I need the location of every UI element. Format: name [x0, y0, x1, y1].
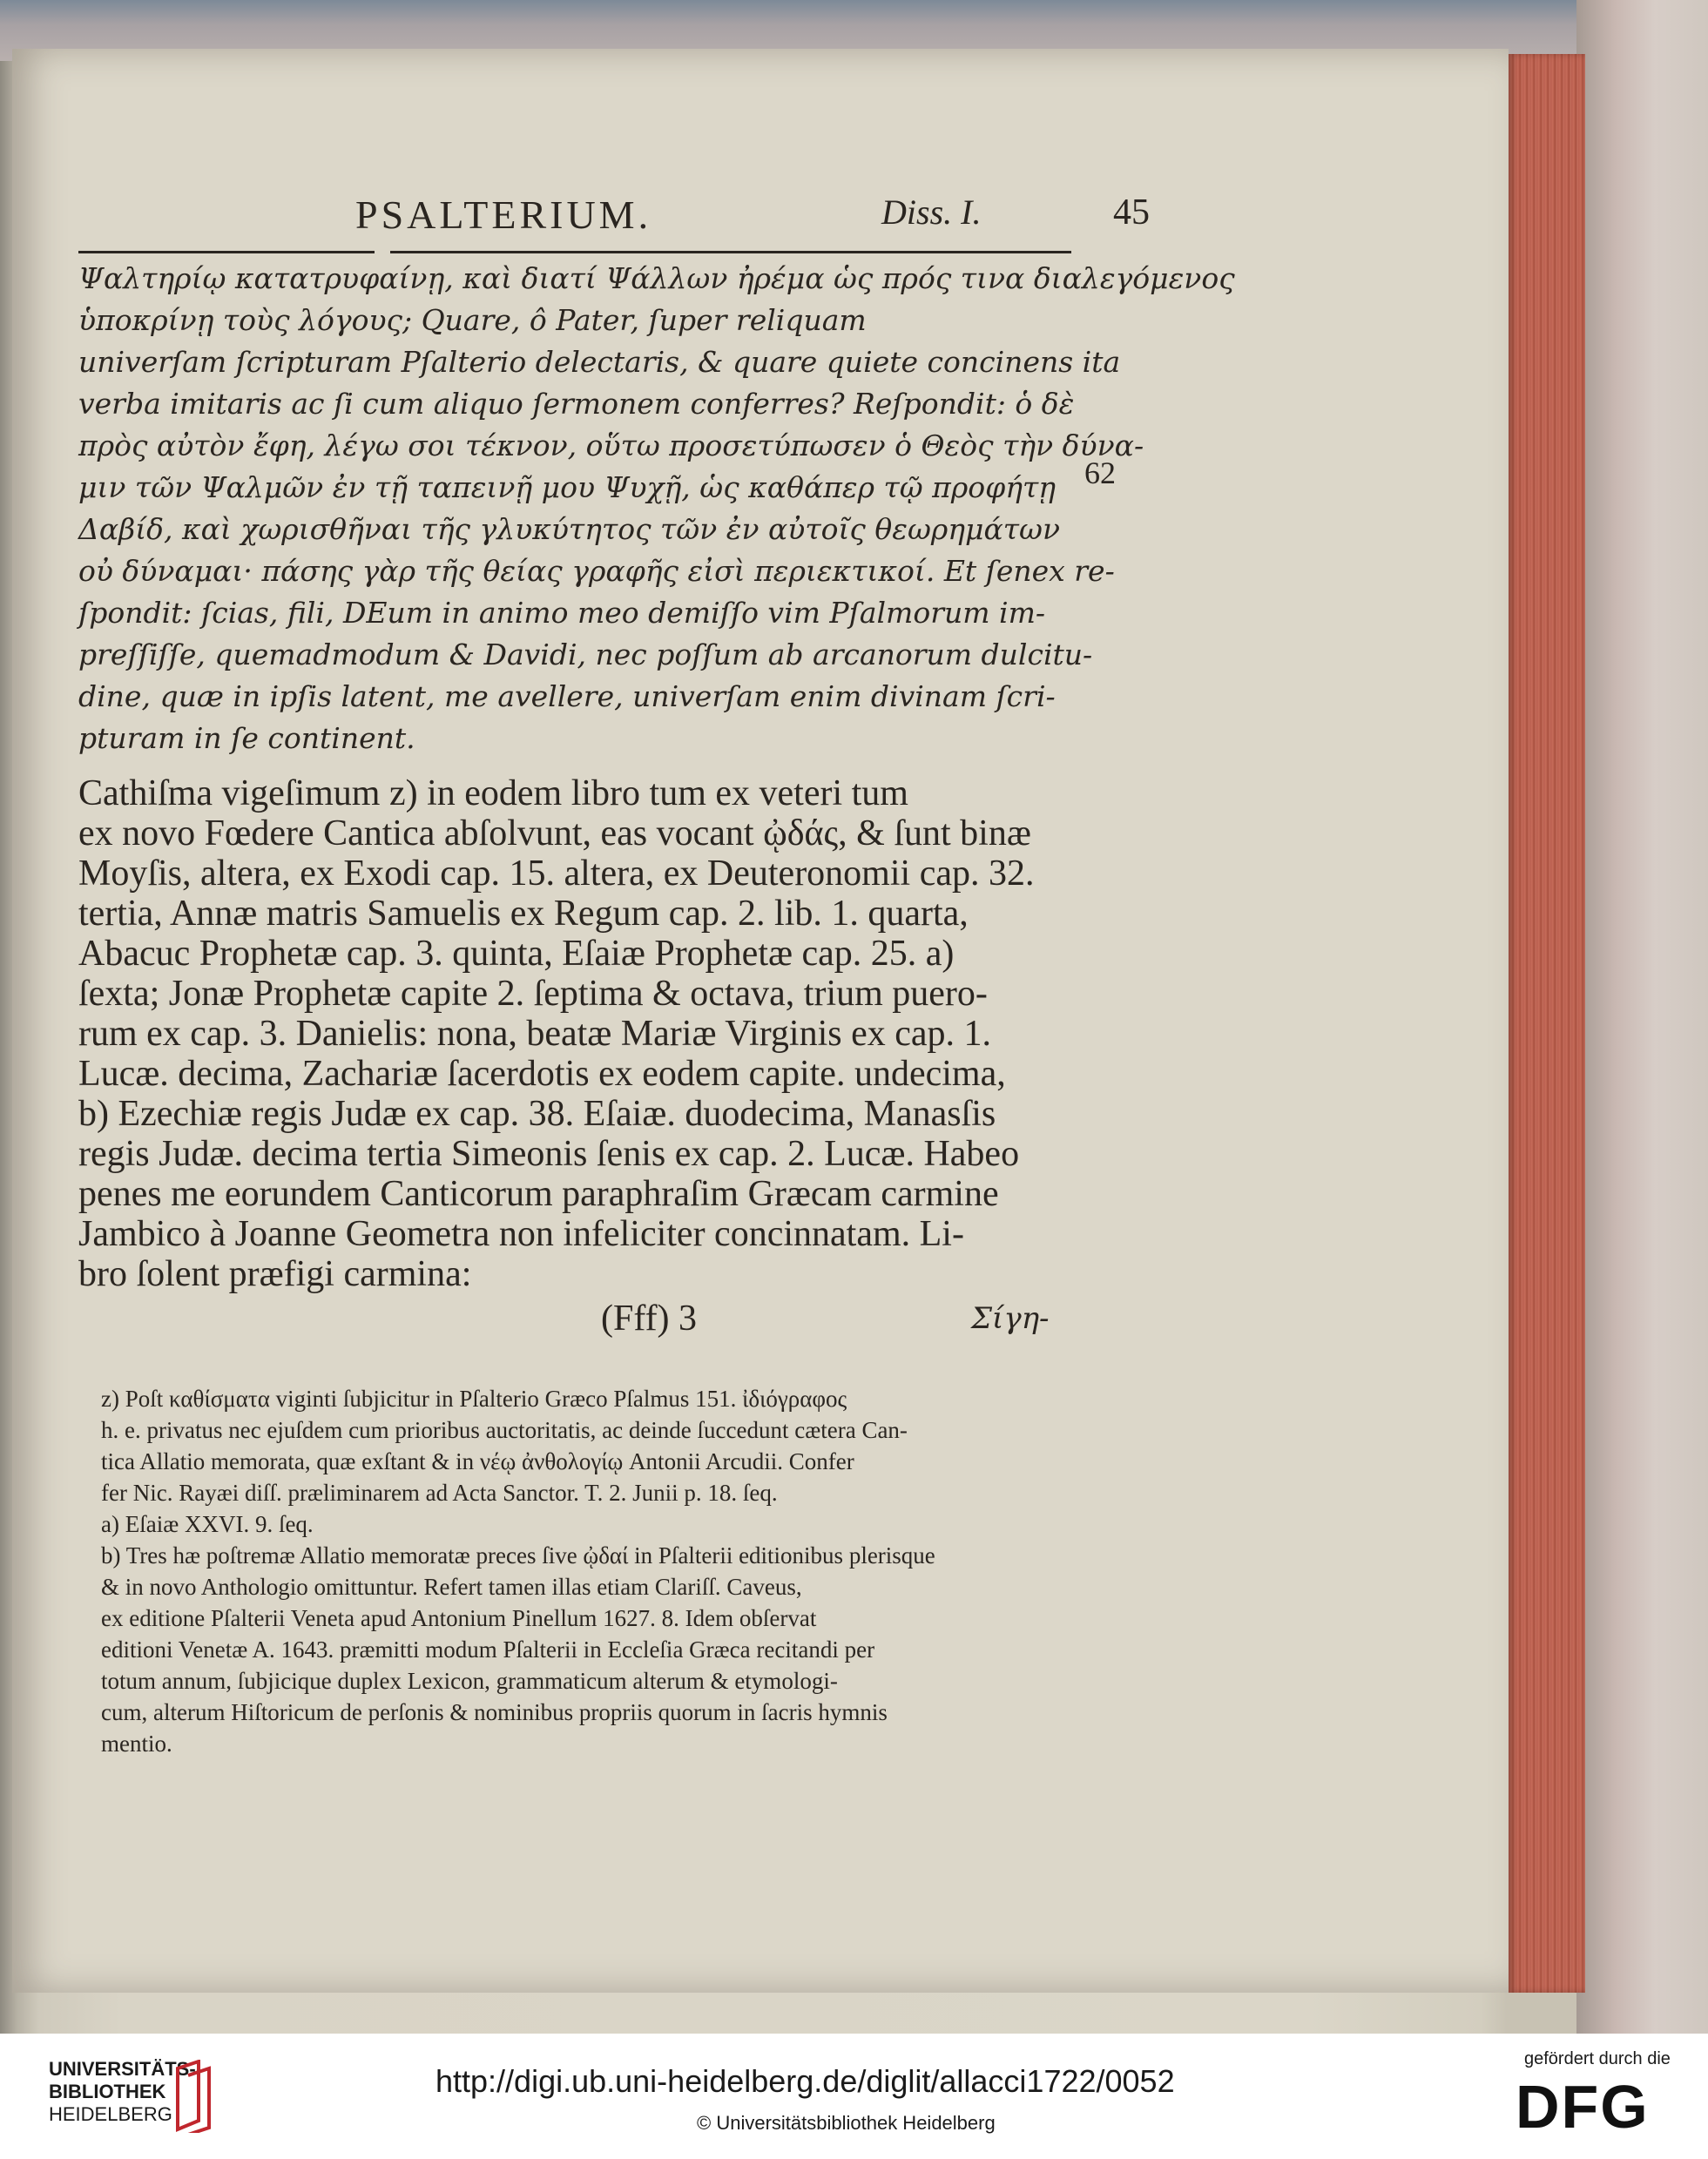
running-title: PSALTERIUM.	[355, 192, 652, 237]
greek-text-line: οὐ δύναμαι· πάσης γὰρ τῆς θείας γραφῆς εἰσὶ περιεκτικοί. Et ſenex re-	[78, 554, 1115, 588]
body-text-line: rum ex cap. 3. Danielis: nona, beatæ Mariæ Virginis ex cap. 1.	[78, 1014, 992, 1054]
body-text-line: b) Ezechiæ regis Judæ ex cap. 38. Eſaiæ. duodecima, Manasſis	[78, 1094, 996, 1134]
body-text-line: ſexta; Jonæ Prophetæ capite 2. ſeptima & octava, trium puero-	[78, 974, 988, 1014]
footnote-line: tica Allatio memorata, quæ exſtant & in νέῳ ἀνθολογίῳ Antonii Arcudii. Confer	[101, 1448, 854, 1474]
body-text-line: ex novo Fœdere Cantica abſolvunt, eas vocant ᾠδάς, & ſunt binæ	[78, 813, 1031, 853]
footnote-line: b) Tres hæ poſtremæ Allatio memoratæ preces ſive ᾠδαί in Pſalterii editionibus plerisque	[101, 1542, 935, 1569]
greek-text-line: preſſiſſe, quemadmodum & Davidi, nec poſſum ab arcanorum dulcitu-	[78, 638, 1093, 671]
footnote-line: z) Poſt καθίσματα viginti ſubjicitur in Pſalterio Græco Pſalmus 151. ἰδιόγραφος	[101, 1386, 847, 1412]
dfg-logo: DFG	[1516, 2073, 1650, 2141]
library-name-line1: UNIVERSITÄTS-	[49, 2058, 196, 2080]
permalink-url[interactable]: http://digi.ub.uni-heidelberg.de/diglit/allacci1722/0052	[435, 2063, 1175, 2099]
signature-mark: (Fff) 3	[601, 1299, 698, 1339]
footnote-line: h. e. privatus nec ejuſdem cum prioribus auctoritatis, ac deinde ſuccedunt cætera Can-	[101, 1417, 908, 1443]
footnotes	[101, 1383, 1146, 1759]
header-rule-right	[390, 251, 1071, 253]
greek-text-line: μιν τῶν Ψαλμῶν ἐν τῇ ταπεινῇ μου Ψυχῇ, ὡς καθάπερ τῷ προφήτῃ	[78, 470, 1057, 504]
footnote-line: cum, alterum Hiſtoricum de perſonis & nominibus propriis quorum in ſacris hymnis	[101, 1699, 888, 1725]
header-rule-left	[78, 251, 375, 253]
greek-text-line: Δαβίδ, καὶ χωρισθῆναι τῆς γλυκύτητος τῶν ἐν αὐτοῖς θεωρημάτων	[78, 512, 1061, 546]
footnote-line: totum annum, ſubjicique duplex Lexicon, grammaticum alterum & etymologi-	[101, 1668, 838, 1694]
red-page-edges	[1509, 54, 1585, 1993]
footnote-line: & in novo Anthologio omittuntur. Refert tamen illas etiam Clariſſ. Caveus,	[101, 1574, 802, 1600]
page-header	[355, 192, 1505, 244]
body-text-line: penes me eorundem Canticorum paraphraſim Græcam carmine	[78, 1174, 999, 1214]
greek-text-line: Ψαλτηρίῳ κατατρυφαίνῃ, καὶ διατί Ψάλλων ἠρέμα ὡς πρός τινα διαλεγόμενος	[78, 261, 1235, 295]
body-text-line: Cathiſma vigeſimum z) in eodem libro tum ex veteri tum	[78, 773, 908, 813]
page-number: 45	[1113, 192, 1150, 233]
library-name-line2: BIBLIOTHEK	[49, 2081, 166, 2102]
marbled-cover-right	[1576, 0, 1708, 2034]
greek-text-line: univerſam ſcripturam Pſalterio delectaris, & quare quiete concinens ita	[78, 345, 1121, 379]
dissertation-label: Diss. I.	[881, 192, 982, 232]
greek-text-line: πρὸς αὐτὸν ἔφη, λέγω σοι τέκνον, οὕτω προσετύπωσεν ὁ Θεὸς τὴν δύνα-	[78, 428, 1144, 462]
greek-text-line: pturam in ſe continent.	[78, 721, 415, 755]
body-text-line: regis Judæ. decima tertia Simeonis ſenis ex cap. 2. Lucæ. Habeo	[78, 1134, 1020, 1174]
body-text-line: Moyſis, altera, ex Exodi cap. 15. altera, ex Deuteronomii cap. 32.	[78, 853, 1035, 894]
body-text-line: Lucæ. decima, Zachariæ ſacerdotis ex eodem capite. undecima,	[78, 1054, 1006, 1094]
greek-text-line: ὑποκρίνῃ τοὺς λόγους; Quare, ô Pater, ſuper reliquam	[78, 303, 867, 337]
library-name-line3: HEIDELBERG	[49, 2103, 172, 2125]
footnote-line: ex editione Pſalterii Veneta apud Antonium Pinellum 1627. 8. Idem obſervat	[101, 1605, 817, 1631]
greek-text-line: dine, quæ in ipſis latent, me avellere, univerſam enim divinam ſcri-	[78, 679, 1056, 713]
margin-note: 62	[1084, 455, 1116, 490]
body-text-line: Jambico à Joanne Geometra non infeliciter concinnatam. Li-	[78, 1214, 964, 1254]
greek-text-line: verba imitaris ac ſi cum aliquo ſermonem conferres? Reſpondit: ὁ δὲ	[78, 387, 1075, 421]
footnote-line: a) Eſaiæ XXVI. 9. ſeq.	[101, 1511, 314, 1537]
funding-label: gefördert durch die	[1524, 2049, 1671, 2068]
body-text-line: tertia, Annæ matris Samuelis ex Regum cap. 2. lib. 1. quarta,	[78, 894, 969, 934]
body-text-line: bro ſolent præfigi carmina:	[78, 1254, 472, 1294]
catchword: Σίγη-	[971, 1301, 1050, 1336]
copyright-notice: © Universitätsbibliothek Heidelberg	[697, 2112, 996, 2134]
viewer-footer	[0, 2034, 1708, 2159]
footnote-line: mentio.	[101, 1731, 172, 1757]
footnote-line: editioni Venetæ A. 1643. præmitti modum Pſalterii in Eccleſia Græca recitandi per	[101, 1636, 875, 1663]
body-text-line: Abacuc Prophetæ cap. 3. quinta, Eſaiæ Prophetæ cap. 25. a)	[78, 934, 955, 974]
main-paragraph	[78, 773, 1080, 1294]
library-logo-icon	[172, 2060, 221, 2133]
greek-text-line: ſpondit: ſcias, fili, DEum in animo meo demiſſo vim Pſalmorum im-	[78, 596, 1046, 630]
footnote-line: fer Nic. Rayæi diſſ. præliminarem ad Acta Sanctor. T. 2. Junii p. 18. ſeq.	[101, 1480, 778, 1506]
